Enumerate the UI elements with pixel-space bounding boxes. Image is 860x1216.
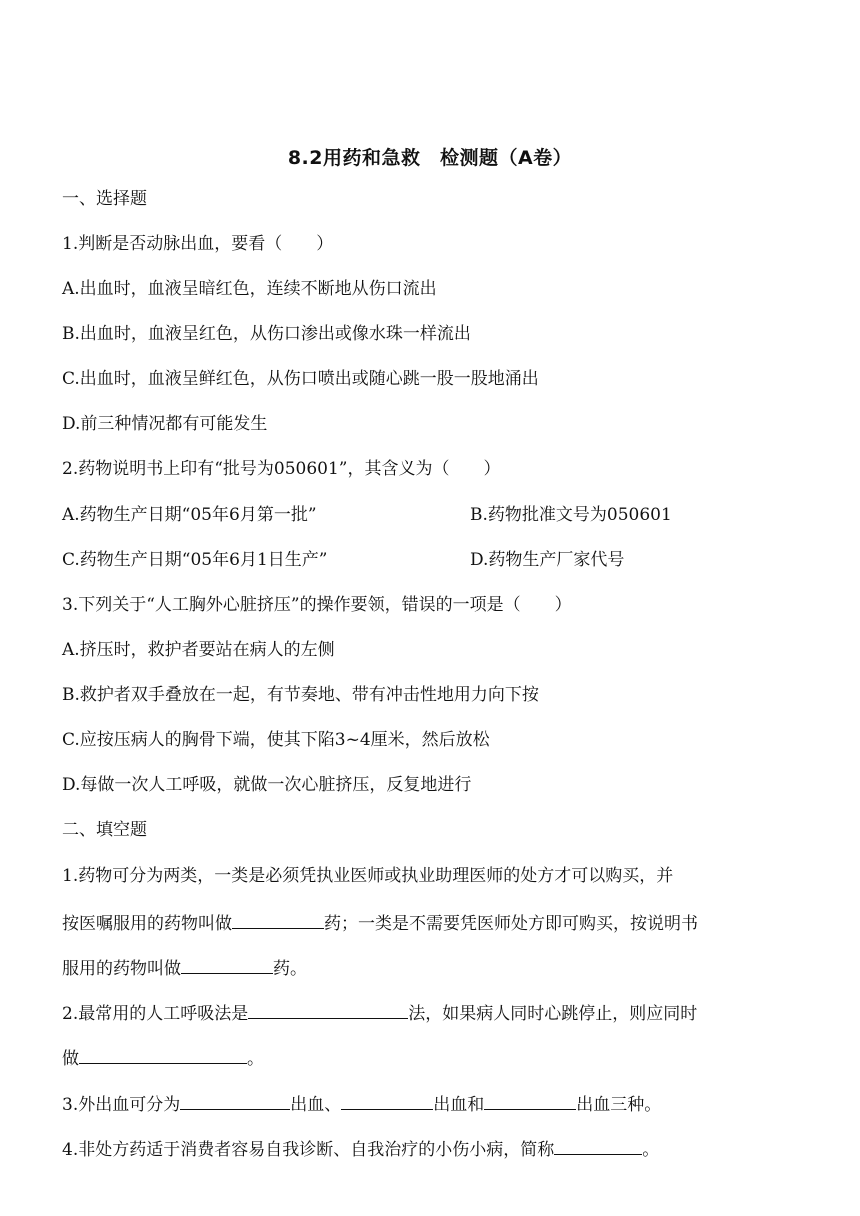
- fill-1-line-1: 1.药物可分为两类，一类是必须凭执业医师或执业助理医师的处方才可以购买，并: [62, 866, 674, 886]
- fill-3-text-c: 出血和: [433, 1095, 485, 1115]
- question-2-option-d: D.药物生产厂家代号: [470, 550, 625, 570]
- fill-4-line: [62, 1136, 659, 1162]
- question-3-option-b: B.救护者双手叠放在一起，有节奏地、带有冲击性地用力向下按: [62, 685, 539, 705]
- section-heading-choice: 一、选择题: [62, 189, 147, 209]
- fill-1-line-2: [62, 910, 698, 936]
- answer-blank[interactable]: [341, 1091, 433, 1110]
- answer-blank[interactable]: [180, 1091, 290, 1110]
- question-3-option-d: D.每做一次人工呼吸，就做一次心脏挤压，反复地进行: [62, 775, 472, 795]
- answer-blank[interactable]: [554, 1136, 642, 1155]
- fill-2-text-d: 。: [247, 1049, 264, 1069]
- fill-1-text-a: 按医嘱服用的药物叫做: [62, 914, 232, 934]
- question-1-stem: 1.判断是否动脉出血，要看（ ）: [62, 234, 334, 254]
- fill-3-text-a: 3.外出血可分为: [62, 1095, 181, 1115]
- question-2-option-c: C.药物生产日期“05年6月1日生产”: [62, 550, 328, 570]
- fill-1-text-d: 药。: [273, 959, 307, 979]
- fill-4-text-a: 4.非处方药适于消费者容易自我诊断、自我治疗的小伤小病，简称: [62, 1140, 555, 1160]
- fill-3-text-b: 出血、: [290, 1095, 342, 1115]
- answer-blank[interactable]: [248, 1000, 408, 1019]
- fill-1-line-3: [62, 955, 307, 981]
- answer-blank[interactable]: [79, 1045, 247, 1064]
- fill-4-text-b: 。: [642, 1140, 660, 1160]
- fill-1-text-b: 药；一类是不需要凭医师处方即可购买，按说明书: [324, 914, 698, 934]
- fill-2-text-b: 法，如果病人同时心跳停止，则应同时: [408, 1004, 698, 1024]
- question-3-option-c: C.应按压病人的胸骨下端，使其下陷3~4厘米，然后放松: [62, 730, 490, 750]
- fill-2-text-c: 做: [62, 1049, 79, 1069]
- question-2-option-b: B.药物批准文号为050601: [470, 505, 672, 525]
- fill-3-line: [62, 1091, 661, 1117]
- page-title: 8.2用药和急救 检测题（A卷）: [287, 147, 573, 169]
- question-3-option-a: A.挤压时，救护者要站在病人的左侧: [62, 640, 335, 660]
- fill-3-text-d: 出血三种。: [576, 1095, 662, 1115]
- answer-blank[interactable]: [484, 1091, 576, 1110]
- answer-blank[interactable]: [181, 955, 273, 974]
- question-1-option-b: B.出血时，血液呈红色，从伤口渗出或像水珠一样流出: [62, 324, 471, 344]
- question-3-stem: 3.下列关于“人工胸外心脏挤压”的操作要领，错误的一项是（ ）: [62, 595, 572, 615]
- question-1-option-d: D.前三种情况都有可能发生: [62, 414, 268, 434]
- fill-2-line-1: [62, 1000, 697, 1026]
- question-2-option-a: A.药物生产日期“05年6月第一批”: [62, 505, 317, 525]
- answer-blank[interactable]: [232, 910, 324, 929]
- question-2-stem: 2.药物说明书上印有“批号为050601”，其含义为（ ）: [62, 459, 501, 479]
- section-heading-fill: 二、填空题: [62, 820, 147, 840]
- question-1-option-a: A.出血时，血液呈暗红色，连续不断地从伤口流出: [62, 279, 437, 299]
- fill-2-line-2: [62, 1045, 264, 1071]
- question-1-option-c: C.出血时，血液呈鲜红色，从伤口喷出或随心跳一股一股地涌出: [62, 369, 539, 389]
- fill-2-text-a: 2.最常用的人工呼吸法是: [62, 1004, 249, 1024]
- fill-1-text-c: 服用的药物叫做: [62, 959, 181, 979]
